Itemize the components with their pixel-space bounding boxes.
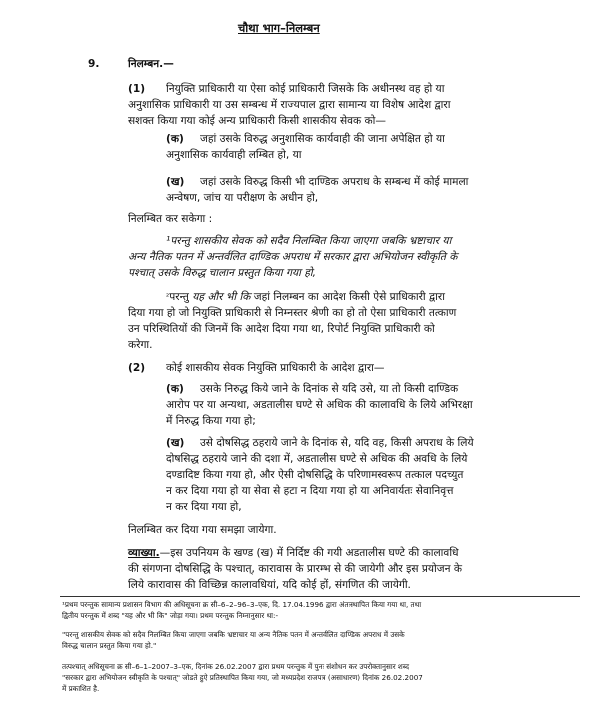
proviso-2-start: परन्तु: [169, 291, 189, 303]
explanation-line: लिये कारावास की विच्छिन्न कालावधियां, यदि कोई हों, संगणित की जायेगी.: [128, 579, 411, 591]
clause-2a-label: (क): [166, 383, 184, 395]
proviso-2-first-line: [166, 290, 445, 304]
footnote-line: द्वितीय परन्तुक में शब्द "यह और भी कि" जोड़ा गया। प्रथम परन्तुक निम्नानुसार था:-: [62, 611, 279, 620]
footnote-mark: ²: [166, 292, 170, 301]
clause-1b-label: (ख): [166, 176, 185, 188]
clause-1-conclusion: निलम्बित कर सकेगा :: [128, 213, 213, 225]
clause-1b-line: अन्वेषण, जांच या परीक्षण के अधीन हो,: [166, 192, 319, 204]
clause-2b-line: दण्डादिष्ट किया गया हो, और ऐसी दोषसिद्धि के परिणामस्वरूप तत्काल पदच्युत: [166, 469, 464, 481]
explanation-label: व्याख्या.: [128, 547, 160, 559]
footnote-separator: [60, 596, 580, 597]
page-title: चौथा भाग–निलम्बन: [238, 21, 320, 35]
footnote-line: ¹प्रथम परन्तुक सामान्य प्रशासन विभाग की अधिसूचना क्र सी–6–2–96–3–एक, दि. 17.04.1996 द्वारा अंतःस्थापित किया गया था, तथा: [62, 600, 422, 609]
clause-1b-line: जहां उसके विरुद्ध किसी भी दाण्डिक अपराध के सम्बन्ध में कोई मामला: [200, 176, 469, 188]
proviso-2-line: दिया गया हो जो नियुक्ति प्राधिकारी से निम्नस्तर श्रेणी का हो तो ऐसा प्राधिकारी तत्काण: [128, 307, 457, 319]
clause-1a-label: (क): [166, 133, 184, 145]
proviso-2-rest: जहां निलम्बन का आदेश किसी ऐसे प्राधिकारी द्वारा: [250, 291, 445, 303]
clause-1-line: नियुक्ति प्राधिकारी या ऐसा कोई प्राधिकारी जिसके कि अधीनस्थ वह हो या: [166, 83, 445, 95]
clause-1-number: (1): [128, 83, 146, 95]
explanation-line: की संगणना दोषसिद्धि के पश्चात्, कारावास के प्रारम्भ से की जायेगी और इस प्रयोजन के: [128, 563, 463, 575]
footnote-line: विरुद्ध चालान प्रस्तुत किया गया हो.": [62, 641, 157, 650]
clause-2a-line: में निरुद्ध किया गया हो;: [166, 415, 256, 427]
footnote-line: में प्रकाशित है.: [62, 684, 100, 693]
clause-2-line: कोई शासकीय सेवक नियुक्ति प्राधिकारी के आदेश द्वारा—: [166, 362, 385, 374]
clause-2b-line: दोषसिद्ध ठहराये जाने की दशा में, अडतालीस घण्टे से अधिक की अवधि के लिये: [166, 453, 468, 465]
clause-2-conclusion: निलम्बित कर दिया गया समझा जायेगा.: [128, 524, 277, 536]
footnote-line: तत्पश्चात् अधिसूचना क्र सी–6–1–2007–3–एक, दिनांक 26.02.2007 द्वारा प्रथम परन्तुक में पुनः संशोधन कर उपरोक्तानुसार शब्द: [62, 662, 410, 671]
clause-2b-line: न कर दिया गया हो या सेवा से हटा न दिया गया हो या अनिवार्यतः सेवानिवृत्त: [166, 485, 454, 497]
clause-2b-line: न कर दिया गया हो,: [166, 501, 242, 513]
proviso-2-inserted-words: यह और भी कि: [188, 291, 251, 303]
explanation-text: —इस उपनियम के खण्ड (ख) में निर्दिष्ट की गयी अडतालीस घण्टे की कालावधि: [159, 547, 459, 559]
proviso-1-line: अन्य नैतिक पतन में अन्तर्वलित दाण्डिक अपराध में सरकार द्वारा अभियोजन स्वीकृति के: [128, 251, 458, 263]
clause-2b-label: (ख): [166, 437, 185, 449]
rule-number: 9.: [88, 58, 100, 70]
proviso-1-line: पश्चात् उसके विरुद्ध चालान प्रस्तुत किया गया हो,: [128, 267, 316, 279]
clause-2a-line: आरोप पर या अन्यथा, अडतालीस घण्टे से अधिक की कालावधि के लिये अभिरक्षा: [166, 399, 473, 411]
footnote-line: "परन्तु शासकीय सेवक को सदैव निलम्बित किया जाएगा जबकि भ्रष्टाचार या अन्य नैतिक पतन में अन्तर्वलित दाण्डिक अपराध में उसके: [62, 630, 405, 639]
clause-1a-line: अनुशासिक कार्यवाही लम्बित हो, या: [166, 149, 302, 161]
proviso-2-line: करेगा.: [128, 339, 153, 351]
proviso-2-line: उन परिस्थितियों की जिनमें कि आदेश दिया गया था, रिपोर्ट नियुक्ति प्राधिकारी को: [128, 323, 435, 335]
proviso-1-line: ¹परन्तु शासकीय सेवक को सदैव निलम्बित किया जाएगा जबकि भ्रष्टाचार या: [166, 235, 452, 247]
clause-2a-line: उसके निरुद्ध किये जाने के दिनांक से यदि उसे, या तो किसी दाण्डिक: [200, 383, 459, 395]
explanation-first-line: [128, 546, 459, 560]
footnote-line: "सरकार द्वारा अभियोजन स्वीकृति के पश्चात्" जोडते हुऐ प्रतिस्थापित किया गया, जो मध्यप्रदेश राजपत्र (असाधारण) दिनांक 26.02.2007: [62, 673, 423, 682]
clause-1-line: सशक्त किया गया कोई अन्य प्राधिकारी किसी शासकीय सेवक को—: [128, 115, 387, 127]
clause-1a-line: जहां उसके विरुद्ध अनुशासिक कार्यवाही की जाना अपेक्षित हो या: [200, 133, 445, 145]
clause-2-number: (2): [128, 362, 146, 374]
clause-2b-line: उसे दोषसिद्ध ठहराये जाने के दिनांक से, यदि वह, किसी अपराध के लिये: [200, 437, 474, 449]
rule-heading: निलम्बन.—: [128, 58, 174, 70]
clause-1-line: अनुशासिक प्राधिकारी या उस सम्बन्ध में राज्यपाल द्वारा सामान्य या विशेष आदेश द्वारा: [128, 99, 451, 111]
